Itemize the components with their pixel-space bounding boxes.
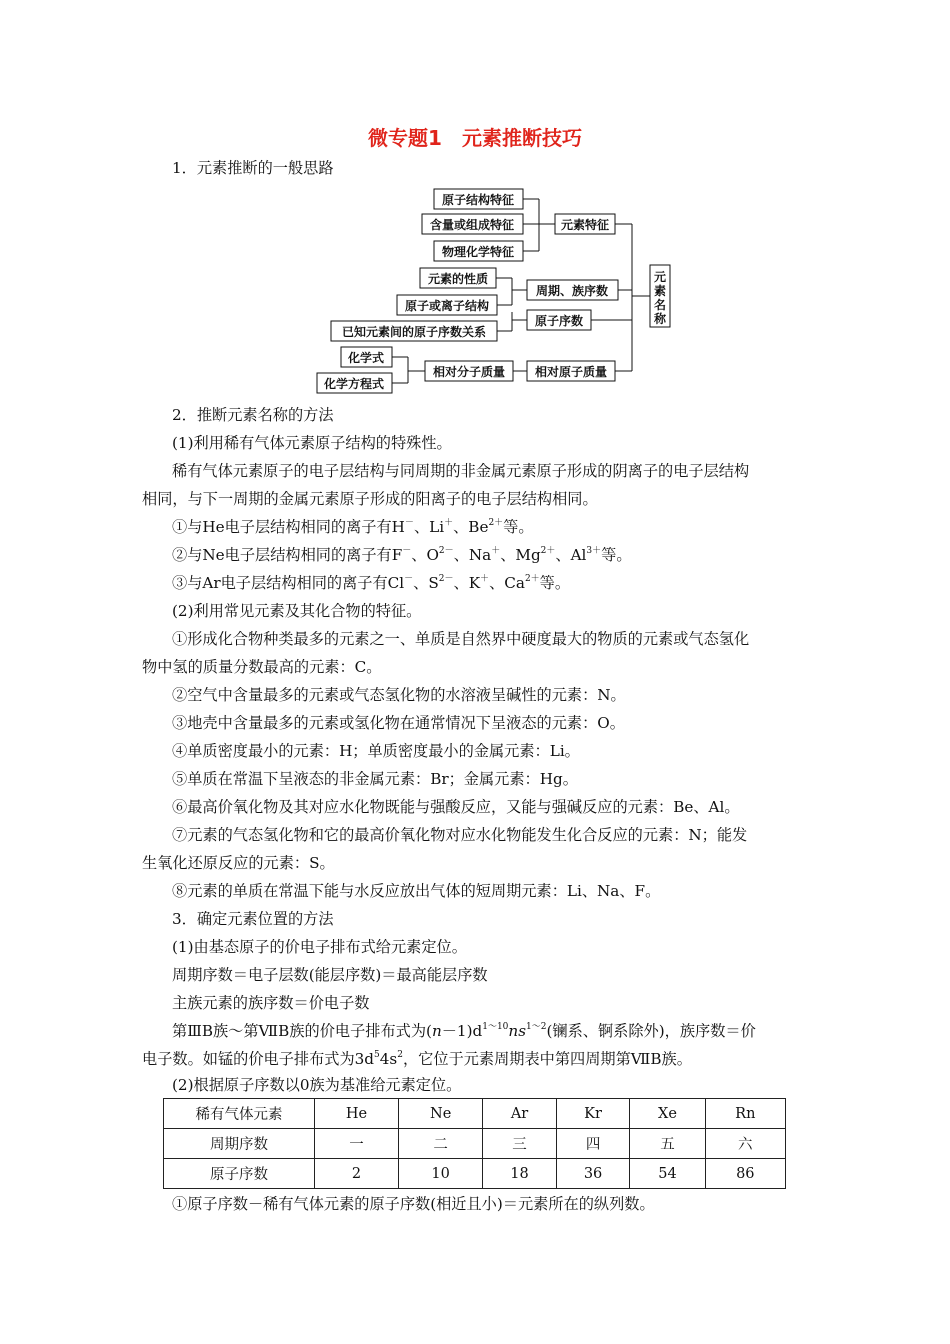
- paragraph: ②空气中含量最多的元素或气态氢化物的水溶液呈碱性的元素：N。: [172, 686, 626, 704]
- table-cell: 六: [705, 1129, 785, 1159]
- paragraph: ①形成化合物种类最多的元素之一、单质是自然界中硬度最大的物质的元素或气态氢化: [172, 630, 750, 648]
- box-relative-molecular-mass: 相对分子质量: [432, 365, 506, 379]
- table-cell: 10: [399, 1159, 483, 1189]
- table-cell: Rn: [705, 1099, 785, 1129]
- box-chemical-formula: 化学式: [347, 351, 385, 365]
- table-row: [164, 1129, 786, 1159]
- flow-diagram: [0, 0, 950, 400]
- paragraph: 物中氢的质量分数最高的元素：C。: [142, 658, 382, 676]
- paragraph: ③地壳中含量最多的元素或氢化物在通常情况下呈液态的元素：O。: [172, 714, 625, 732]
- paragraph-ne-ions: ②与Ne电子层结构相同的离子有F－、$O^{2-}$、Na＋、$Mg^{2+}$、$Al^{3+}$等。: [172, 546, 632, 564]
- table-cell: 四: [556, 1129, 630, 1159]
- box-content-composition-feature: 含量或组成特征: [429, 218, 515, 232]
- box-relative-atomic-mass: 相对原子质量: [534, 365, 608, 379]
- box-element-name-char-3: 名: [653, 298, 667, 312]
- table-cell: 2: [315, 1159, 399, 1189]
- paragraph: ⑦元素的气态氢化物和它的最高价氧化物对应水化物能发生化合反应的元素：N；能发: [172, 826, 748, 844]
- paragraph-manganese: 电子数。如锰的价电子排布式为$3d^54s^2$，它位于元素周期表中第四周期第ⅦB族。: [142, 1050, 692, 1068]
- table-row: [164, 1159, 786, 1189]
- box-element-name-char-4: 称: [653, 312, 667, 326]
- paragraph: ①原子序数－稀有气体元素的原子序数(相近且小)＝元素所在的纵列数。: [172, 1195, 655, 1213]
- section-heading-2: 2．推断元素名称的方法: [172, 406, 334, 424]
- paragraph: ④单质密度最小的元素：H；单质密度最小的金属元素：Li。: [172, 742, 580, 760]
- paragraph: 稀有气体元素原子的电子层结构与同周期的非金属元素原子形成的阴离子的电子层结构: [172, 462, 750, 480]
- table-cell: Ar: [483, 1099, 557, 1129]
- paragraph: (2)利用常见元素及其化合物的特征。: [172, 602, 422, 620]
- table-cell: 周期序数: [164, 1129, 315, 1159]
- table-cell: 三: [483, 1129, 557, 1159]
- paragraph: (1)利用稀有气体元素原子结构的特殊性。: [172, 434, 452, 452]
- table-cell: Ne: [399, 1099, 483, 1129]
- box-element-property: 元素的性质: [427, 272, 489, 286]
- paragraph: (1)由基态原子的价电子排布式给元素定位。: [172, 938, 467, 956]
- box-atomic-number: 原子序数: [534, 314, 584, 328]
- table-cell: 一: [315, 1129, 399, 1159]
- table-cell: Kr: [556, 1099, 630, 1129]
- paragraph-ar-ions: ③与Ar电子层结构相同的离子有Cl－、$S^{2-}$、K＋、$Ca^{2+}$等。: [172, 574, 571, 592]
- box-chemical-equation: 化学方程式: [323, 377, 385, 391]
- paragraph: ⑧元素的单质在常温下能与水反应放出气体的短周期元素：Li、Na、F。: [172, 882, 661, 900]
- table-cell: 18: [483, 1159, 557, 1189]
- box-element-feature: 元素特征: [560, 218, 610, 232]
- paragraph: ⑥最高价氧化物及其对应水化物既能与强酸反应，又能与强碱反应的元素：Be、Al。: [172, 798, 740, 816]
- table-cell: 稀有气体元素: [164, 1099, 315, 1129]
- paragraph-he-ions: ①与He电子层结构相同的离子有H－、Li＋、$Be^{2+}$等。: [172, 518, 534, 536]
- table-cell: 五: [630, 1129, 705, 1159]
- paragraph: 生氧化还原反应的元素：S。: [142, 854, 335, 872]
- box-known-atomic-number-relation: 已知元素间的原子序数关系: [341, 325, 487, 339]
- box-atomic-structure-feature: 原子结构特征: [441, 193, 515, 207]
- paragraph-electron-config: 第ⅢB族～第ⅦB族的价电子排布式为$(n-1)d^{1\sim 10}ns^{1\sim 2}$(镧系、锕系除外)，族序数＝价: [172, 1022, 756, 1040]
- paragraph: 主族元素的族序数＝价电子数: [172, 994, 370, 1012]
- paragraph: 相同，与下一周期的金属元素原子形成的阳离子的电子层结构相同。: [142, 490, 598, 508]
- table-cell: 二: [399, 1129, 483, 1159]
- paragraph: ⑤单质在常温下呈液态的非金属元素：Br；金属元素：Hg。: [172, 770, 578, 788]
- table-cell: 36: [556, 1159, 630, 1189]
- section-heading-1: 1．元素推断的一般思路: [172, 159, 334, 177]
- box-element-name-char-1: 元: [653, 270, 667, 284]
- box-physical-chemical-feature: 物理化学特征: [441, 245, 515, 259]
- box-atom-ion-structure: 原子或离子结构: [404, 299, 490, 313]
- table-cell: 原子序数: [164, 1159, 315, 1189]
- box-period-group-number: 周期、族序数: [535, 284, 609, 298]
- table-cell: 86: [705, 1159, 785, 1189]
- box-element-name-char-2: 素: [653, 284, 667, 298]
- section-heading-3: 3．确定元素位置的方法: [172, 910, 334, 928]
- table-cell: 54: [630, 1159, 705, 1189]
- table-cell: Xe: [630, 1099, 705, 1129]
- noble-gas-table: [163, 1098, 786, 1189]
- paragraph: (2)根据原子序数以0族为基准给元素定位。: [172, 1076, 462, 1094]
- table-cell: He: [315, 1099, 399, 1129]
- paragraph: 周期序数＝电子层数(能层序数)＝最高能层序数: [172, 966, 488, 984]
- table-row: [164, 1099, 786, 1129]
- page-title: 微专题1 元素推断技巧: [368, 126, 582, 150]
